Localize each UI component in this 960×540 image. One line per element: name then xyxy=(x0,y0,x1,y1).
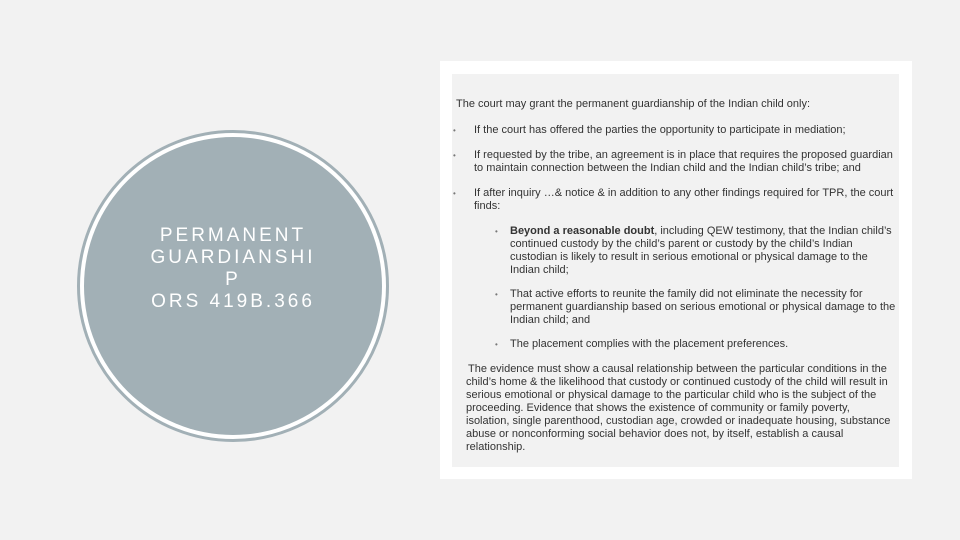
bullet-icon: • xyxy=(453,151,456,160)
closing-paragraph: The evidence must show a causal relationship between the particular conditions in the child’s home & the likelihood that custody or continued custody of the child will result in serious emotional or physical damage to the particular child who is the subject of the proceeding. Evidence that shows the existence of community or family poverty, isolation, single parenthood, custodian age, crowded or inadequate housing, substance abuse or nonconforming social behavior does not, by itself, establish a causal relationship. xyxy=(466,363,891,453)
bullet-icon: • xyxy=(453,126,456,135)
sub-list-item xyxy=(492,338,896,351)
sub-list-item xyxy=(492,288,896,327)
sub-list-item-text: The placement complies with the placement preferences. xyxy=(510,338,789,350)
bullet-icon: • xyxy=(453,189,456,198)
list-item-text: If requested by the tribe, an agreement is in place that requires the proposed guardian to maintain connection between the Indian child and the Indian child’s tribe; and xyxy=(474,149,893,174)
intro-text: The court may grant the permanent guardianship of the Indian child only: xyxy=(456,98,811,110)
bullet-icon: • xyxy=(495,290,498,299)
slide-title xyxy=(84,225,382,313)
title-line: ORS 419B.366 xyxy=(151,291,315,312)
bullet-icon: • xyxy=(495,340,498,349)
emphasis-text: Beyond a reasonable doubt xyxy=(510,225,655,237)
sub-list-item-text: , including QEW testimony, that the Indian child’s continued custody by the child’s parent or custody by the child’s Indian custodian is likely to result in serious emotional or physical damage to the Indian child; xyxy=(510,225,892,276)
bullet-list xyxy=(453,124,896,351)
title-line: PERMANENT xyxy=(159,225,307,246)
content-body xyxy=(453,98,896,454)
bullet-icon: • xyxy=(495,227,498,236)
sub-list-item xyxy=(492,225,896,277)
list-item-text: If the court has offered the parties the opportunity to participate in mediation; xyxy=(474,124,846,136)
list-item xyxy=(453,149,896,175)
title-line: P xyxy=(225,269,241,290)
title-line: GUARDIANSHI xyxy=(150,247,316,268)
list-item xyxy=(453,187,896,351)
list-item-text: If after inquiry …& notice & in addition to any other findings required for TPR, the court finds: xyxy=(474,187,894,212)
list-item xyxy=(453,124,896,137)
sub-list-item-text: That active efforts to reunite the family did not eliminate the necessity for permanent guardianship based on serious emotional or physical damage to the Indian child; and xyxy=(510,288,896,326)
sub-bullet-list xyxy=(474,225,896,351)
